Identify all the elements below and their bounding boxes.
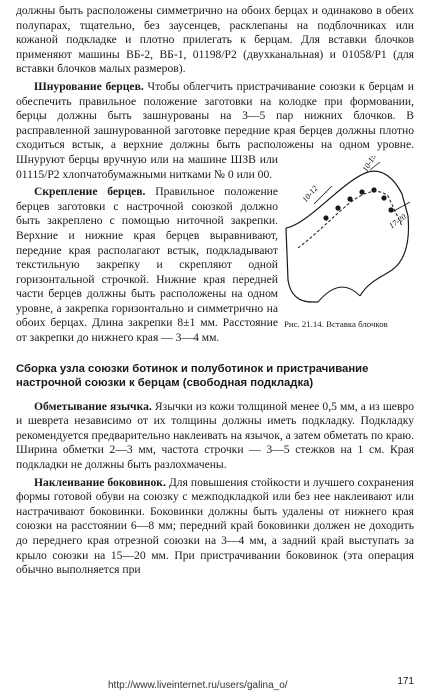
dimension-line [392, 202, 410, 212]
figure-eyelet-insertion [284, 156, 414, 330]
page-body [16, 4, 414, 578]
eyelet-dot [381, 195, 386, 200]
sides-term: Наклеивание боковинок. [34, 475, 166, 489]
section-heading: Сборка узла союзки ботинок и полуботинок и пристрачивание настрочной союзки к берцам (свободная подкладка) [16, 362, 369, 389]
page-footer [16, 676, 414, 696]
dimension-label: 10-15 [360, 155, 378, 174]
page-number: 171 [397, 676, 414, 687]
tongue-term: Обметывание язычка. [34, 399, 152, 413]
eyelet-diagram [284, 156, 414, 314]
dimension-label: 10-12 [300, 183, 320, 204]
eyelet-dot [335, 205, 340, 210]
boot-sole-line [318, 287, 360, 302]
boot-back [286, 228, 318, 302]
sides-paragraph [16, 476, 414, 578]
tongue-text: Язычки из кожи толщиной менее 0,5 мм, а из шевро и шеврета независимо от их толщины должны иметь подкладку. Подкладку рекомендуется предварительно наклеивать на язычок, а затем обметать по краю. Ширина обметки 2—3 мм, частота строчки — 3—5 стежков на 1 см. Края подкладки не должны быть разлохмачены. [16, 399, 415, 472]
fastening-text: Правильное положение берцев заготовки с настрочной союзкой должно быть закреплено с помощью ниточной закрепки. Верхние и нижние края берцев выравнивают, передние края располагают встык, подкладывают текстильную закрепку и скрепляют одной горизонтальной строчкой. Нижние края передней части берцев должны быть расположены на одном уровне, а закрепка горизонтально и симметрично на обоих берцах. Длина закрепки 8±1 мм. Расстояние от закрепки до нижнего края — 3—4 мм. [16, 185, 278, 345]
lacing-term: Шнурование берцев. [34, 79, 144, 93]
tongue-paragraph [16, 400, 414, 473]
lacing-section [16, 80, 414, 346]
eyelet-dot [323, 215, 328, 220]
eyelet-dot [371, 187, 376, 192]
eyelet-dot [347, 196, 352, 201]
figure-caption: Рис. 21.14. Вставка блочков [284, 318, 388, 329]
source-url: http://www.liveinternet.ru/users/galina_o/ [108, 680, 288, 691]
sides-text: Для повышения стойкости и лучшего сохранения формы готовой обуви на союзку с межподкладкой или без нее наклеивают или настрачивают боковинки. Боковинки должны быть удалены от нижнего края союзки на расстоянии 6—8 мм; передний край боковинки должен не доходить до переднего края отрезной союзки на 3—4 мм, а задний край выступать за крыло союзки на 15—20 мм. При пристрачивании боковинок (эта операция обычно выполняется при [16, 475, 414, 577]
eyelet-dot [359, 189, 364, 194]
intro-paragraph: должны быть расположены симметрично на обоих берцах и одинаково в обеих полупарах, тщательно, без заусенцев, расклепаны на подблочниках или кожаной подкладке и плотно прилегать к берцам. Для вставки блочков применяют машины ВБ-2, ВБ-1, 01198/Р2 (двухканальная) и 01058/Р1 (для вставки блочков малых размеров). [16, 4, 414, 76]
lacing-text: Чтобы облегчить пристрачивание союзки к берцам и обеспечить правильное положение заготовки на колодке при формовании, берцы должны быть зашнурованы на 3—5 пар нижних блочков. В расправленной зашнурованной заготовке передние края берцев должны плотно сходиться встык, а верхние должны быть расположены на одном уровне. Шнуруют берцы вручную или на машине ШЗВ или 01115/Р2 хлопчатобумажными нитками № 0 или 00. [16, 79, 415, 181]
dimension-label: 17-20 [387, 212, 408, 231]
boot-front [360, 216, 408, 296]
fastening-term: Скрепление берцев. [34, 185, 146, 199]
